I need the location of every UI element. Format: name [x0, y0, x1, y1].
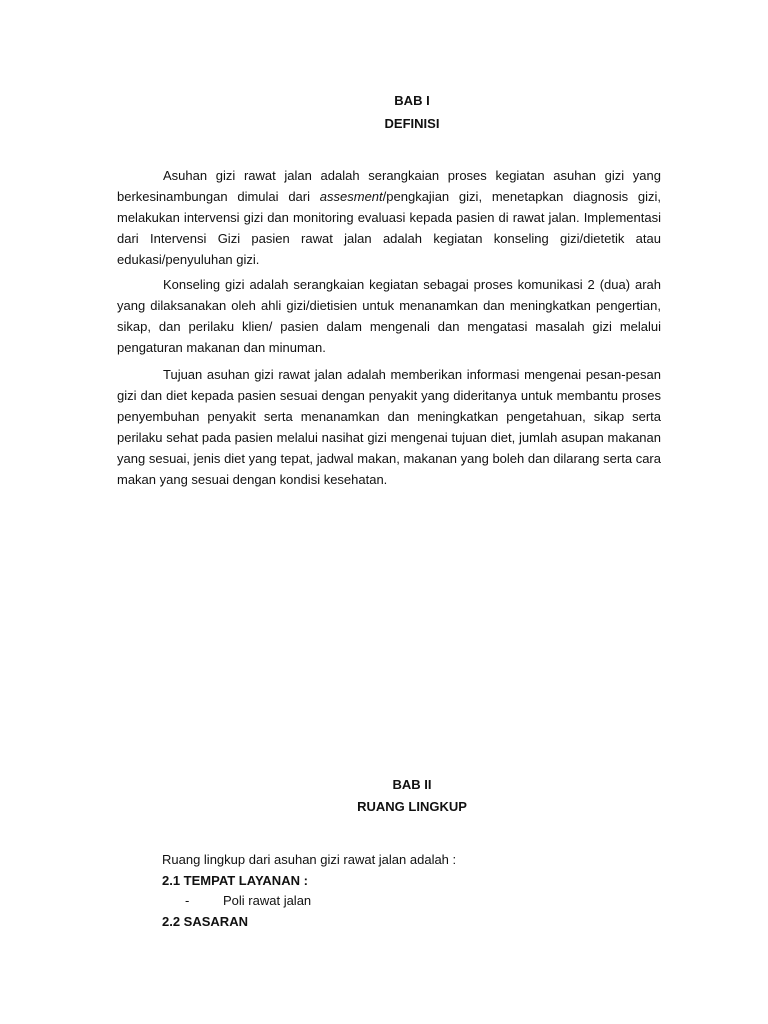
paragraph-definition-part2: /pengkajian gizi, menetapkan diagnosis gizi, melakukan intervensi gizi dan monitoring evaluasi kepada pasien di rawat jalan. Implementasi dari Intervensi Gizi pasien rawat jalan adalah kegiatan konseling gizi/dietetik atau edukasi/penyuluhan gizi.	[117, 189, 661, 267]
section-heading-sasaran: 2.2 SASARAN	[162, 914, 248, 929]
paragraph-definition-part1: Asuhan gizi rawat jalan adalah serangkaian proses kegiatan asuhan gizi yang berkesinambungan dimulai dari	[117, 168, 661, 204]
chapter-subtitle: DEFINISI	[384, 116, 440, 131]
section-heading-tempat-layanan: 2.1 TEMPAT LAYANAN :	[162, 873, 308, 888]
paragraph-definition-italic: assesment	[319, 189, 383, 204]
chapter-subtitle-2: RUANG LINGKUP	[357, 799, 467, 814]
chapter-title-2: BAB II	[392, 777, 432, 792]
list-item-text: Poli rawat jalan	[223, 893, 312, 908]
bullet-marker: -	[185, 893, 190, 908]
paragraph-definition	[117, 165, 661, 270]
paragraph-konseling: Konseling gizi adalah serangkaian kegiatan sebagai proses komunikasi 2 (dua) arah yang dilaksanakan oleh ahli gizi/dietisien untuk menanamkan dan meningkatkan pengertian, sikap, dan perilaku klien/ pasien dalam mengenali dan mengatasi masalah gizi melalui pengaturan makanan dan minuman.	[117, 277, 661, 355]
chapter-title: BAB I	[394, 93, 430, 108]
scope-intro: Ruang lingkup dari asuhan gizi rawat jalan adalah :	[162, 852, 457, 867]
paragraph-tujuan: Tujuan asuhan gizi rawat jalan adalah memberikan informasi mengenai pesan-pesan gizi dan diet kepada pasien sesuai dengan penyakit yang dideritanya untuk membantu proses penyembuhan penyakit serta menanamkan dan meningkatkan pengetahuan, sikap serta perilaku sehat pada pasien melalui nasihat gizi mengenai tujuan diet, jumlah asupan makanan yang sesuai, jenis diet yang tepat, jadwal makan, makanan yang boleh dan dilarang serta cara makan yang sesuai dengan kondisi kesehatan.	[117, 367, 661, 487]
